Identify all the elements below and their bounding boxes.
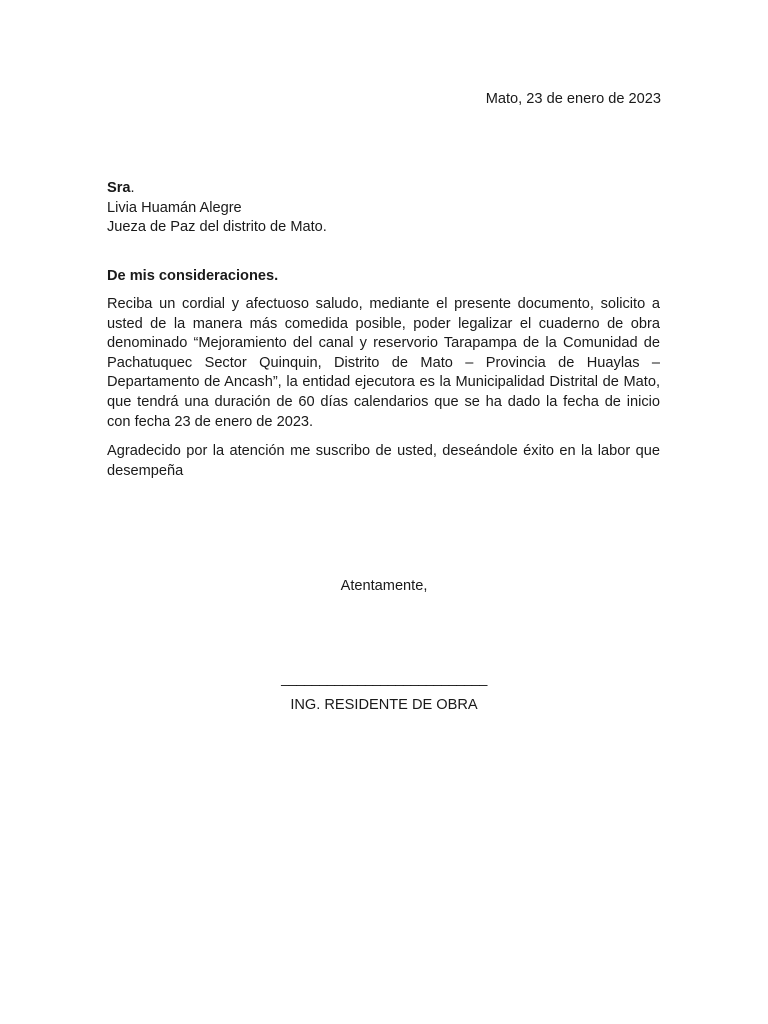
- signature-line: ___________________________: [281, 671, 487, 687]
- letter-greeting: De mis consideraciones.: [107, 268, 279, 284]
- letter-date: Mato, 23 de enero de 2023: [485, 91, 661, 107]
- letter-closing: Atentamente,: [340, 578, 428, 594]
- recipient-salutation: [107, 179, 667, 199]
- signer-title: ING. RESIDENTE DE OBRA: [290, 697, 478, 713]
- recipient-block: [107, 179, 667, 238]
- body-paragraph-thanks: Agradecido por la atención me suscribo de usted, deseándole éxito en la labor que desempeña: [107, 443, 660, 479]
- salutation-bold: Sra: [107, 180, 131, 196]
- salutation-suffix: .: [130, 180, 135, 196]
- recipient-name: Livia Huamán Alegre: [107, 199, 242, 216]
- letter-body: [107, 295, 660, 491]
- recipient-role: Jueza de Paz del distrito de Mato.: [107, 219, 327, 236]
- body-paragraph-request: Reciba un cordial y afectuoso saludo, mediante el presente documento, solicito a usted de la manera más comedida posible, poder legalizar el cuaderno de obra denominado “Mejoramiento del canal y reservorio Tarapampa de la Comunidad de Pachatuquec Sector Quinquin, Distrito de Mato – Provincia de Huaylas – Departamento de Ancash”, la entidad ejecutora es la Municipalidad Distrital de Mato, que tendrá una duración de 60 días calendarios que se ha dado la fecha de inicio con fecha 23 de enero de 2023.: [107, 296, 660, 430]
